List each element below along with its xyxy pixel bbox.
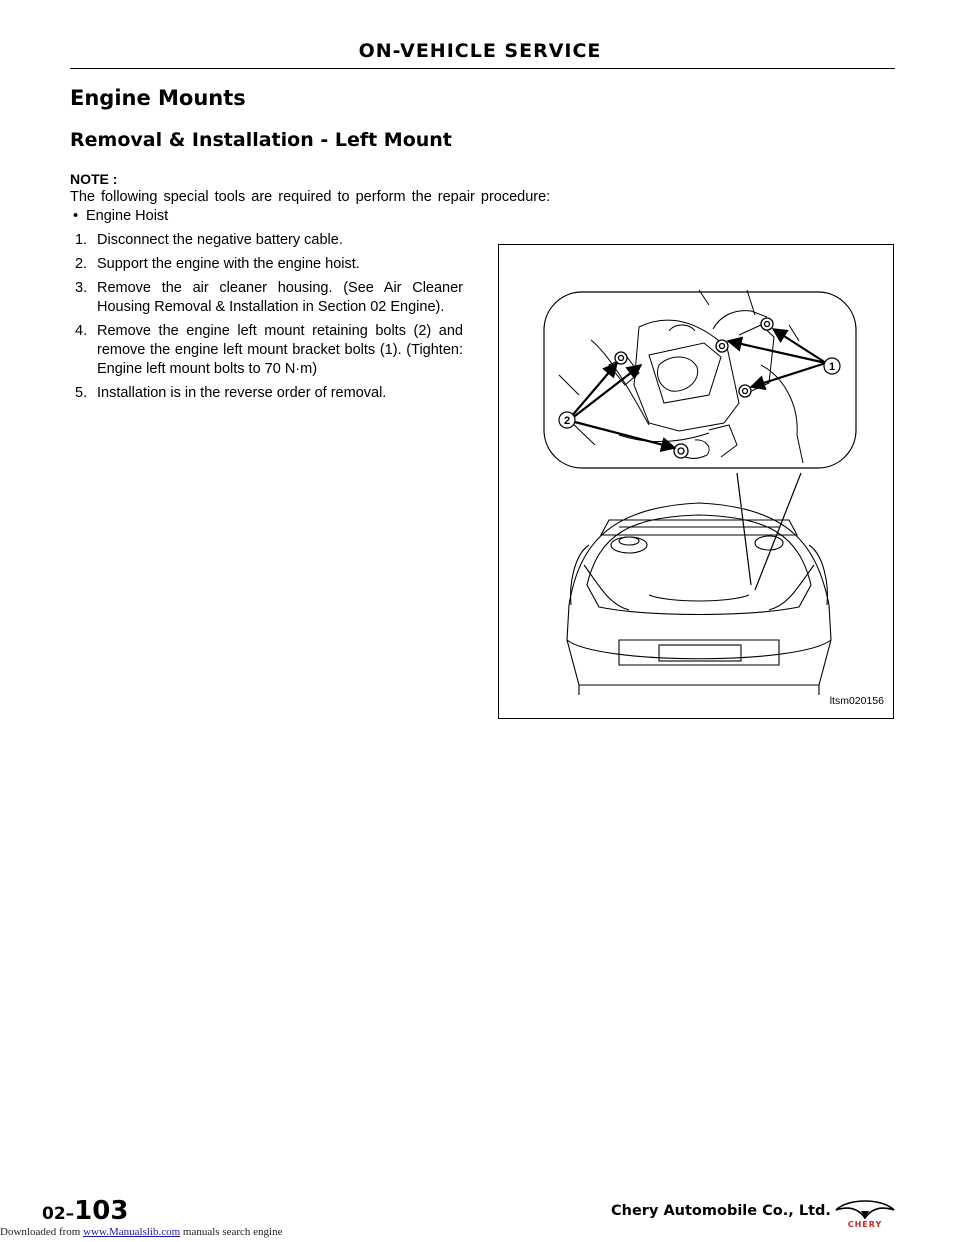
- callout-2-label: 2: [563, 415, 571, 427]
- engine-mount-figure: [498, 244, 894, 719]
- download-footer: [0, 1226, 282, 1238]
- header-rule: [70, 68, 895, 69]
- manualslib-link[interactable]: www.Manualslib.com: [83, 1226, 181, 1238]
- tool-list-item: [73, 208, 168, 224]
- procedure-step: [75, 231, 463, 250]
- step-text: Remove the engine left mount retaining bolts (2) and remove the engine left mount bracket bolts (1). (Tighten: Engine left mount bolts to 70 N·m): [97, 323, 463, 377]
- subsection-title: Removal & Installation - Left Mount: [70, 129, 452, 151]
- note-text: The following special tools are required to perform the repair procedure:: [70, 189, 551, 205]
- step-number: 3.: [75, 280, 88, 296]
- step-text: Disconnect the negative battery cable.: [97, 232, 343, 248]
- logo-text: CHERY: [847, 1220, 883, 1228]
- callout-1-label: 1: [828, 361, 836, 373]
- procedure-step: [75, 255, 463, 274]
- procedure-step: [75, 384, 463, 403]
- procedure-steps: [75, 231, 463, 408]
- chery-logo: [832, 1196, 898, 1233]
- engine-mount-illustration: [499, 245, 895, 720]
- page-header-title: ON-VEHICLE SERVICE: [358, 40, 602, 62]
- page-section-prefix: 02–: [42, 1204, 75, 1224]
- step-number: 4.: [75, 323, 88, 339]
- bullet-glyph: •: [73, 208, 79, 224]
- page-number-value: 103: [74, 1196, 129, 1226]
- step-text: Support the engine with the engine hoist.: [97, 256, 360, 272]
- step-text: Installation is in the reverse order of removal.: [97, 385, 387, 401]
- chery-logo-icon: [832, 1196, 898, 1228]
- company-name: Chery Automobile Co., Ltd.: [611, 1203, 831, 1219]
- note-label: NOTE :: [70, 171, 118, 187]
- procedure-step: [75, 279, 463, 317]
- procedure-step: [75, 322, 463, 379]
- tool-name: Engine Hoist: [86, 208, 169, 224]
- step-text: Remove the air cleaner housing. (See Air Cleaner Housing Removal & Installation in Section 02 Engine).: [97, 280, 463, 315]
- step-number: 5.: [75, 385, 88, 401]
- callout-1: [824, 358, 840, 374]
- step-number: 1.: [75, 232, 88, 248]
- section-title: Engine Mounts: [70, 86, 246, 110]
- figure-id: ltsm020156: [829, 695, 884, 707]
- vehicle-front-view: [567, 503, 831, 695]
- page-number: [42, 1196, 128, 1226]
- step-number: 2.: [75, 256, 88, 272]
- download-suffix: manuals search engine: [180, 1226, 283, 1238]
- download-prefix: Downloaded from: [0, 1226, 84, 1238]
- callout-2: [559, 412, 575, 428]
